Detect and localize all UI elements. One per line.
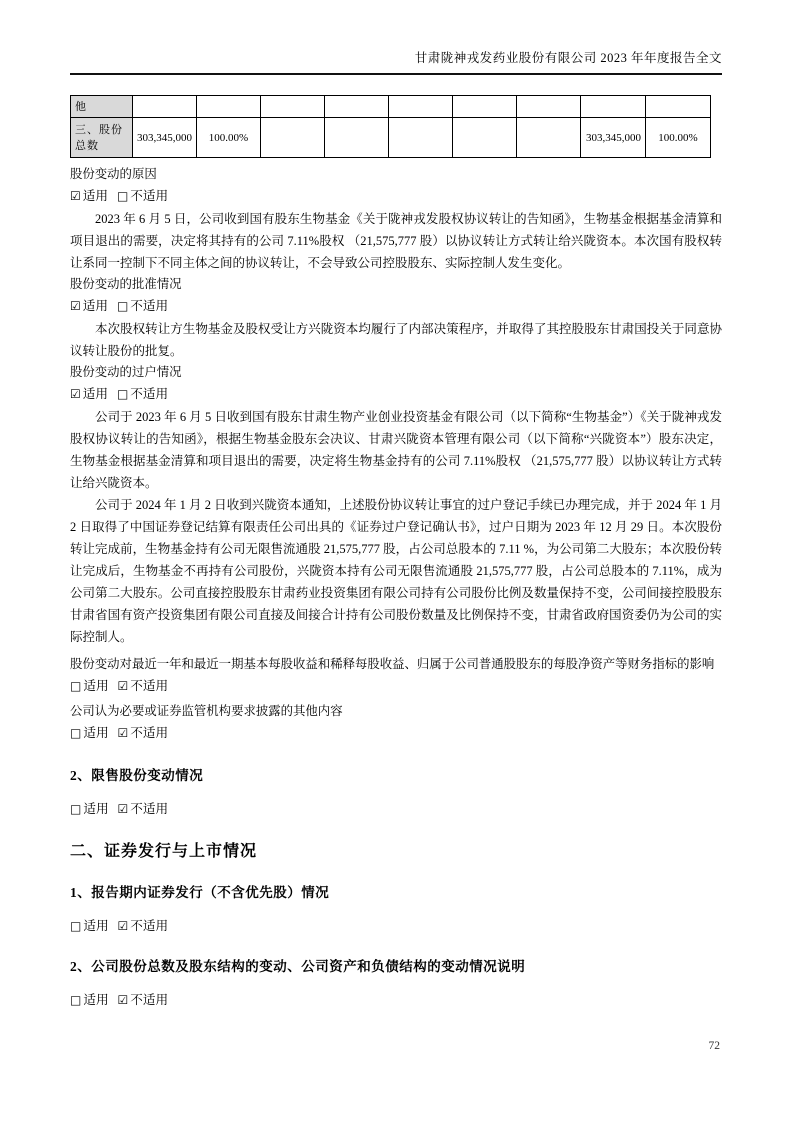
other-disclosure-label: 公司认为必要或证券监管机构要求披露的其他内容 bbox=[70, 704, 343, 718]
applicable-label: 适用 bbox=[83, 993, 109, 1007]
empty-cell bbox=[325, 118, 389, 158]
applicable-option bbox=[70, 993, 109, 1007]
applicable-option bbox=[70, 189, 108, 203]
checkbox-checked-icon: ☑ bbox=[117, 679, 129, 693]
impact-checkline bbox=[70, 678, 722, 695]
empty-cell bbox=[517, 118, 581, 158]
not-applicable-label: 不适用 bbox=[130, 726, 169, 740]
checkbox-checked-icon: ☑ bbox=[70, 387, 81, 401]
share-structure-checkline bbox=[70, 992, 722, 1009]
empty-cell bbox=[646, 96, 711, 118]
checkbox-checked-icon: ☑ bbox=[70, 299, 81, 313]
checkbox-unchecked-icon: □ bbox=[70, 679, 82, 693]
issuance-checkline bbox=[70, 918, 722, 935]
not-applicable-option bbox=[117, 189, 168, 203]
applicable-label: 适用 bbox=[83, 919, 109, 933]
reason-paragraph: 2023 年 6 月 5 日，公司收到国有股东生物基金《关于陇神戎发股权协议转让的告知函》，生物基金根据基金清算和项目退出的需要，决定将其持有的公司 7.11%股权 （21,575,777 股）以协议转让方式转让给兴陇资本。本次国有股权转让系同一控制下不同主体之间的协议转让，不会导致公司控股股东、实际控制人发生变化。 bbox=[70, 212, 722, 270]
not-applicable-option bbox=[118, 726, 169, 740]
restricted-shares-checkline bbox=[70, 801, 722, 818]
checkbox-unchecked-icon: □ bbox=[116, 299, 129, 313]
applicable-label: 适用 bbox=[82, 299, 108, 313]
document-header-title: 甘肃陇神戎发药业股份有限公司 2023 年年度报告全文 bbox=[414, 51, 722, 65]
empty-cell bbox=[389, 118, 453, 158]
empty-cell bbox=[389, 96, 453, 118]
heading-issuance-in-period: 1、报告期内证券发行（不含优先股）情况 bbox=[70, 885, 330, 900]
not-applicable-option bbox=[117, 299, 168, 313]
applicable-option bbox=[70, 919, 109, 933]
not-applicable-label: 不适用 bbox=[130, 679, 169, 693]
qty-before-cell: 303,345,000 bbox=[133, 118, 197, 158]
not-applicable-label: 不适用 bbox=[130, 919, 169, 933]
checkbox-unchecked-icon: □ bbox=[70, 993, 82, 1007]
checkbox-unchecked-icon: □ bbox=[116, 387, 129, 401]
applicable-option bbox=[70, 679, 109, 693]
share-structure-table bbox=[70, 95, 711, 158]
empty-cell bbox=[581, 96, 646, 118]
not-applicable-label: 不适用 bbox=[130, 993, 169, 1007]
header-rule bbox=[70, 73, 722, 75]
checkbox-checked-icon: ☑ bbox=[117, 993, 129, 1007]
page-number: 72 bbox=[708, 1040, 720, 1052]
row-label-cell: 他 bbox=[71, 96, 133, 118]
checkbox-checked-icon: ☑ bbox=[117, 802, 129, 816]
not-applicable-option bbox=[118, 993, 169, 1007]
empty-cell bbox=[453, 118, 517, 158]
checkbox-checked-icon: ☑ bbox=[117, 726, 129, 740]
transfer-paragraph-2: 公司于 2024 年 1 月 2 日收到兴陇资本通知，上述股份协议转让事宜的过户登记手续已办理完成，并于 2024 年 1 月 2 日取得了中国证券登记结算有限责任公司出具的《证券过户登记确认书》，过户日期为 2023 年 12 月 29 日。本次股份转让完成前，生物基金持有公司无限售流通股 21,575,777 股，占公司总股本的 7.11 %，为公司第二大股东；本次股份转让完成后，生物基金不再持有公司股份，兴陇资本持有公司无限售流通股 21,575,777 股，占公司总股本的 7.11%，成为公司第二大股东。公司直接控股股东甘肃药业投资集团有限公司持有公司股份比例及数量保持不变，公司间接控股股东甘肃省国有资产投资集团有限公司直接及间接合计持有公司股份数量及比例保持不变，甘肃省政府国资委仍为公司的实际控制人。 bbox=[70, 498, 722, 644]
approval-label: 股份变动的批准情况 bbox=[70, 277, 182, 291]
applicable-label: 适用 bbox=[82, 189, 108, 203]
not-applicable-option bbox=[118, 802, 169, 816]
empty-cell bbox=[197, 96, 261, 118]
checkbox-unchecked-icon: □ bbox=[70, 726, 82, 740]
applicable-option bbox=[70, 726, 109, 740]
not-applicable-label: 不适用 bbox=[130, 189, 169, 203]
pct-after-cell: 100.00% bbox=[646, 118, 711, 158]
not-applicable-option bbox=[117, 387, 168, 401]
reason-checkline bbox=[70, 188, 722, 205]
checkbox-unchecked-icon: □ bbox=[70, 802, 82, 816]
not-applicable-label: 不适用 bbox=[130, 802, 169, 816]
table-row-other bbox=[71, 96, 711, 118]
not-applicable-option bbox=[118, 919, 169, 933]
approval-checkline bbox=[70, 298, 722, 315]
transfer-label: 股份变动的过户情况 bbox=[70, 365, 182, 379]
row-label-cell: 三、股份总数 bbox=[71, 118, 133, 158]
applicable-option bbox=[70, 299, 108, 313]
heading-restricted-shares: 2、限售股份变动情况 bbox=[70, 768, 204, 783]
checkbox-unchecked-icon: □ bbox=[70, 919, 82, 933]
not-applicable-label: 不适用 bbox=[130, 299, 169, 313]
empty-cell bbox=[453, 96, 517, 118]
applicable-label: 适用 bbox=[82, 387, 108, 401]
applicable-label: 适用 bbox=[83, 726, 109, 740]
applicable-option bbox=[70, 387, 108, 401]
not-applicable-label: 不适用 bbox=[130, 387, 169, 401]
checkbox-checked-icon: ☑ bbox=[117, 919, 129, 933]
transfer-paragraph-1: 公司于 2023 年 6 月 5 日收到国有股东甘肃生物产业创业投资基金有限公司（以下简称“生物基金”）《关于陇神戎发股权协议转让的告知函》，根据生物基金股东会决议、甘肃兴陇资本管理有限公司（以下简称“兴陇资本”）股东决定，生物基金根据基金清算和项目退出的需要，决定将生物基金持有的公司 7.11%股权 （21,575,777 股）以协议转让方式转让给兴陇资本。 bbox=[70, 410, 722, 490]
empty-cell bbox=[133, 96, 197, 118]
applicable-option bbox=[70, 802, 109, 816]
impact-label: 股份变动对最近一年和最近一期基本每股收益和稀释每股收益、归属于公司普通股股东的每股净资产等财务指标的影响 bbox=[70, 657, 715, 671]
checkbox-unchecked-icon: □ bbox=[116, 189, 129, 203]
heading-share-structure-change: 2、公司股份总数及股东结构的变动、公司资产和负债结构的变动情况说明 bbox=[70, 959, 526, 974]
not-applicable-option bbox=[118, 679, 169, 693]
checkbox-checked-icon: ☑ bbox=[70, 189, 81, 203]
reason-label: 股份变动的原因 bbox=[70, 167, 157, 181]
heading-securities-issuance-section: 二、证券发行与上市情况 bbox=[70, 843, 258, 860]
pct-before-cell: 100.00% bbox=[197, 118, 261, 158]
applicable-label: 适用 bbox=[83, 679, 109, 693]
approval-paragraph: 本次股权转让方生物基金及股权受让方兴陇资本均履行了内部决策程序，并取得了其控股股东甘肃国投关于同意协议转让股份的批复。 bbox=[70, 322, 722, 358]
table-row-total-shares bbox=[71, 118, 711, 158]
transfer-checkline bbox=[70, 386, 722, 403]
empty-cell bbox=[325, 96, 389, 118]
other-disclosure-checkline bbox=[70, 725, 722, 742]
applicable-label: 适用 bbox=[83, 802, 109, 816]
empty-cell bbox=[517, 96, 581, 118]
empty-cell bbox=[261, 96, 325, 118]
qty-after-cell: 303,345,000 bbox=[581, 118, 646, 158]
empty-cell bbox=[261, 118, 325, 158]
